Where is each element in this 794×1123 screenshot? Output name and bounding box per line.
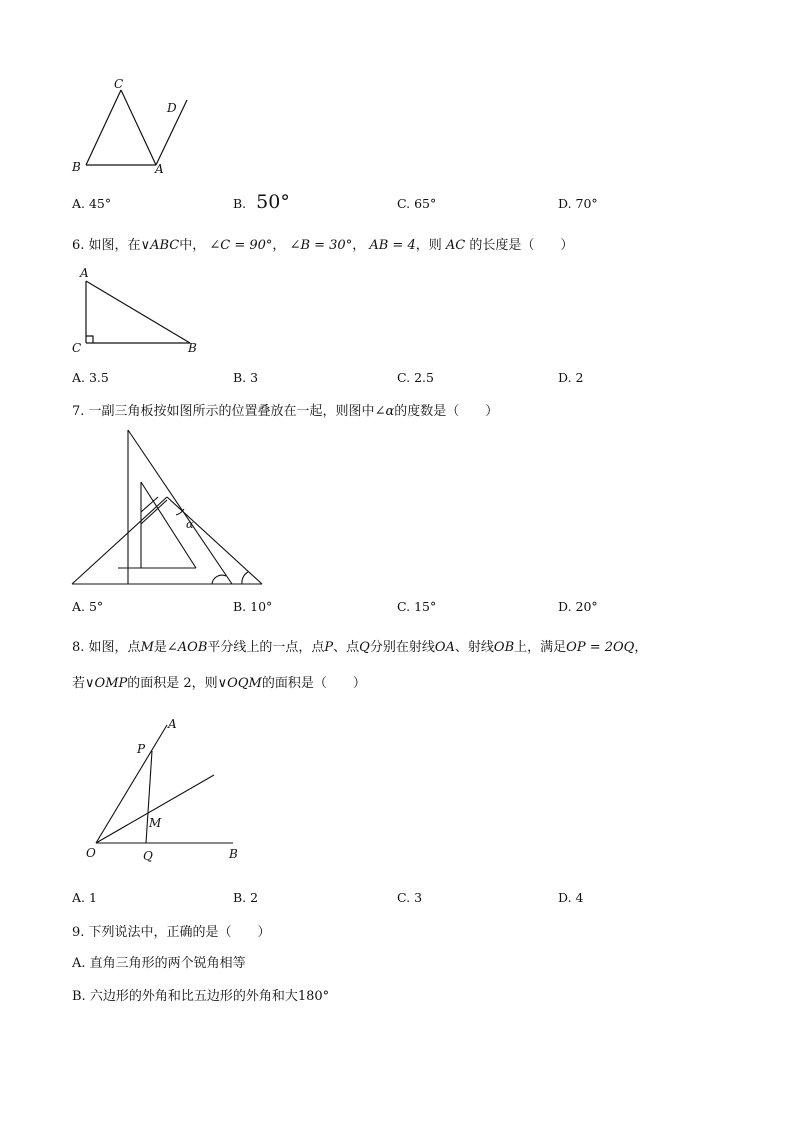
q8-tri2: OQM	[227, 676, 262, 691]
q8-m: M	[140, 640, 154, 655]
q6-text-1: 如图，在	[88, 238, 141, 253]
label-a: A	[155, 162, 164, 176]
q8-p: P	[324, 640, 334, 655]
q8-text-g: 上，满足	[514, 640, 567, 655]
q7-text: 一副三角板按如图所示的位置叠放在一起，则图中	[88, 404, 375, 419]
q9-number: 9.	[72, 925, 85, 940]
q8-text-d: 、点	[333, 640, 360, 655]
q9-option-b[interactable]	[72, 985, 329, 1004]
q7-text-2: 的度数是（ ）	[394, 404, 499, 419]
q6-label-a: A	[80, 266, 89, 280]
q7-number: 7.	[72, 404, 85, 419]
q7-option-c[interactable]: C. 15°	[397, 599, 437, 614]
q5-option-a[interactable]: A. 45°	[72, 196, 112, 211]
q8-ob: OB	[493, 640, 515, 655]
q6-target: AC	[445, 238, 466, 253]
q6-cond-3: AB = 4	[369, 238, 416, 253]
q8-label-p: P	[137, 742, 146, 756]
q8-option-a[interactable]: A. 1	[72, 890, 97, 905]
q7-angle: ∠α	[374, 404, 395, 419]
q7-option-d[interactable]: D. 20°	[558, 599, 598, 614]
q5-option-d[interactable]: D. 70°	[558, 196, 598, 211]
q6-cond-2: ∠B = 30°	[289, 238, 353, 253]
label-b: B	[72, 160, 81, 174]
q6-option-b[interactable]: B. 3	[233, 370, 259, 385]
q9-option-b-value: 180°	[297, 989, 330, 1004]
q6-option-d[interactable]: D. 2	[558, 370, 584, 385]
q8-text-2c: 的面积是（ ）	[261, 676, 366, 691]
q9-option-b-text: B. 六边形的外角和比五边形的外角和大	[72, 989, 298, 1004]
q6-option-a[interactable]: A. 3.5	[72, 370, 109, 385]
q7-alpha: α	[186, 518, 194, 531]
q8-label-b: B	[229, 847, 238, 861]
q8-text-e: 分别在射线	[369, 640, 435, 655]
triangle-symbol: ∨	[140, 238, 151, 253]
q6-cond-1: ∠C = 90°	[209, 238, 273, 253]
question-9-text	[72, 921, 271, 940]
q8-text-b: 是	[153, 640, 167, 655]
q8-label-m: M	[149, 816, 162, 830]
q8-label-a: A	[168, 717, 177, 731]
q8-option-c[interactable]: C. 3	[397, 890, 423, 905]
q5-option-c[interactable]: C. 65°	[397, 196, 437, 211]
q8-angle: ∠AOB	[166, 640, 208, 655]
q6-option-c[interactable]: C. 2.5	[397, 370, 434, 385]
q8-oa: OA	[434, 640, 455, 655]
triangle-symbol: ∨	[217, 676, 228, 691]
q8-eq: OP = 2OQ	[566, 640, 635, 655]
label-c: C	[114, 77, 124, 91]
q5-option-b-value: 50°	[256, 191, 290, 213]
q8-text-c: 平分线上的一点，点	[207, 640, 325, 655]
q8-text-2a: 若	[72, 676, 86, 691]
q8-text-a: 如图，点	[88, 640, 141, 655]
q8-option-b[interactable]: B. 2	[233, 890, 259, 905]
label-d: D	[167, 101, 177, 115]
q6-label-b: B	[188, 341, 197, 355]
q6-triangle: ABC	[150, 238, 180, 253]
q9-option-a[interactable]: A. 直角三角形的两个锐角相等	[72, 956, 246, 971]
q9-text: 下列说法中，正确的是（ ）	[88, 925, 271, 940]
q8-label-q: Q	[143, 849, 153, 863]
q6-text-2: 中，	[179, 238, 206, 253]
q8-option-d[interactable]: D. 4	[558, 890, 584, 905]
q8-q: Q	[359, 640, 370, 655]
q6-text-4: 的长度是（ ）	[469, 238, 574, 253]
q8-text-h: ，	[634, 640, 648, 655]
q7-option-a[interactable]: A. 5°	[72, 599, 104, 614]
q5-option-b-prefix: B.	[233, 196, 247, 211]
q7-option-b[interactable]: B. 10°	[233, 599, 273, 614]
q8-label-o: O	[86, 846, 96, 860]
triangle-symbol: ∨	[85, 676, 95, 691]
q6-text-3: ，则	[415, 238, 442, 253]
q6-label-c: C	[72, 341, 82, 355]
q8-tri1: OMP	[94, 676, 128, 691]
question-6-text: 6. 如图，在∨ABC中， ∠C = 90°， ∠B = 30°， AB = 4，则 AC 的长度是（ ）	[72, 238, 574, 253]
q8-number: 8.	[72, 640, 85, 655]
q8-text-2b: 的面积是 2，则	[127, 676, 218, 691]
q6-number: 6.	[72, 238, 85, 253]
q8-text-f: 、射线	[454, 640, 494, 655]
